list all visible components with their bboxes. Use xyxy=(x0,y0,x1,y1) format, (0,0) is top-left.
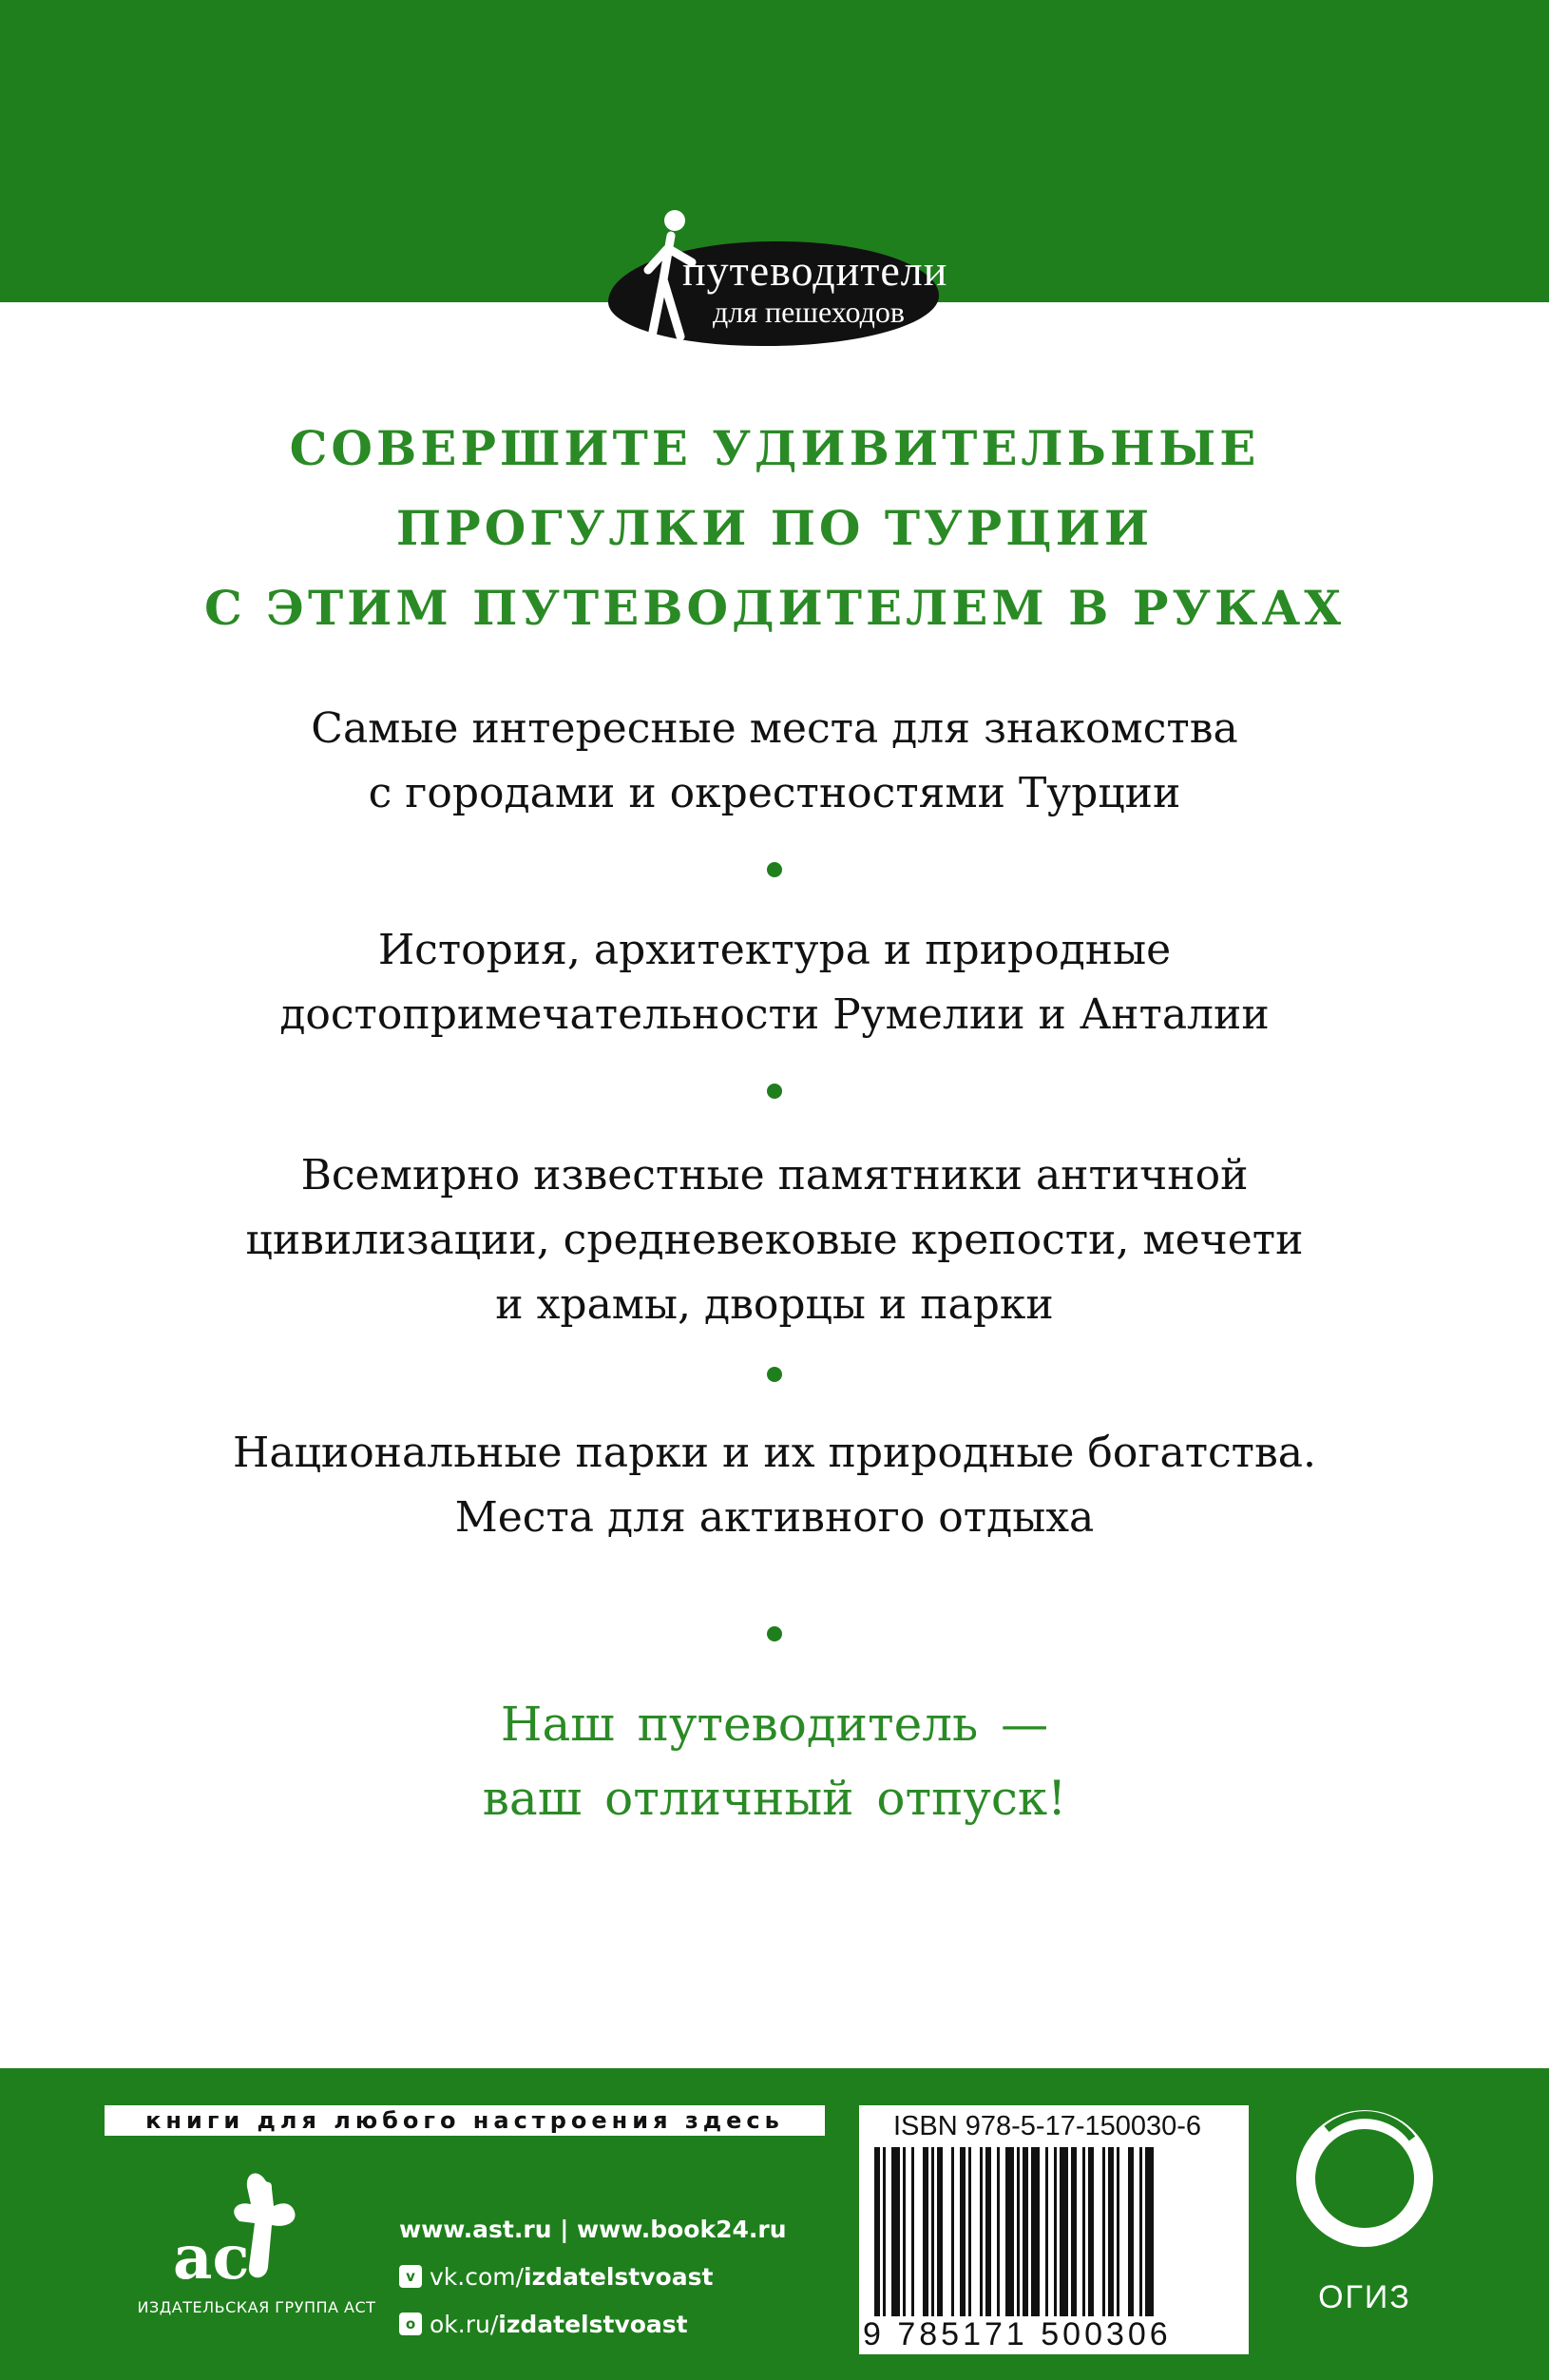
vk-icon: v xyxy=(399,2265,422,2288)
ok-icon: o xyxy=(399,2313,422,2335)
bullet-dot xyxy=(767,1626,782,1641)
feature-4 xyxy=(0,1421,1549,1550)
series-logo xyxy=(608,203,948,346)
bullet-dot xyxy=(767,862,782,877)
feature-line: Места для активного отдыха xyxy=(454,1493,1095,1542)
bullet-dot xyxy=(767,1084,782,1099)
imprint-name: ОГИЗ xyxy=(1318,2279,1411,2315)
headline-line: СОВЕРШИТЕ УДИВИТЕЛЬНЫЕ xyxy=(289,420,1260,476)
feature-line: Самые интересные места для знакомства xyxy=(311,704,1238,753)
headline-line: ПРОГУЛКИ ПО ТУРЦИИ xyxy=(395,500,1154,556)
publisher-links xyxy=(399,2205,787,2348)
feature-line: с городами и окрестностями Турции xyxy=(368,769,1181,817)
feature-line: История, архитектура и природные xyxy=(377,926,1172,974)
ok-handle: izdatelstvoast xyxy=(498,2310,688,2338)
feature-3 xyxy=(0,1143,1549,1337)
feature-1 xyxy=(0,697,1549,826)
slogan-bar: книги для любого настроения здесь xyxy=(105,2105,825,2136)
tagline-line: ваш отличный отпуск! xyxy=(482,1771,1067,1826)
barcode-bars xyxy=(874,2147,1235,2316)
bullet-dot xyxy=(767,1367,782,1382)
svg-text:ac: ac xyxy=(173,2222,250,2294)
headline-line: С ЭТИМ ПУТЕВОДИТЕЛЕМ В РУКАХ xyxy=(203,580,1346,636)
ok-link[interactable] xyxy=(399,2300,787,2348)
feature-2 xyxy=(0,918,1549,1047)
ok-prefix: ok.ru/ xyxy=(430,2310,499,2338)
vk-handle: izdatelstvoast xyxy=(524,2262,714,2291)
feature-line: Национальные парки и их природные богатства. xyxy=(232,1429,1317,1477)
headline xyxy=(0,409,1549,648)
ean-digits: 9 785171 500306 xyxy=(863,2316,1172,2352)
tagline xyxy=(0,1687,1549,1835)
publisher-caption: ИЗДАТЕЛЬСКАЯ ГРУППА АСТ xyxy=(137,2298,376,2316)
feature-line: и храмы, дворцы и парки xyxy=(495,1280,1054,1329)
barcode xyxy=(859,2105,1249,2354)
feature-line: достопримечательности Румелии и Анталии xyxy=(279,990,1270,1039)
ast-logo xyxy=(152,2162,342,2295)
ogiz-logo xyxy=(1289,2101,1441,2262)
websites-link[interactable]: www.ast.ru | www.book24.ru xyxy=(399,2215,787,2243)
vk-prefix: vk.com/ xyxy=(430,2262,525,2291)
series-name: путеводители xyxy=(682,246,948,295)
isbn-text: ISBN 978-5-17-150030-6 xyxy=(893,2111,1202,2141)
tagline-line: Наш путеводитель — xyxy=(500,1697,1049,1752)
feature-line: цивилизации, средневековые крепости, мечети xyxy=(245,1216,1304,1264)
vk-link[interactable] xyxy=(399,2253,787,2300)
feature-line: Всемирно известные памятники античной xyxy=(300,1151,1249,1200)
series-subtitle: для пешеходов xyxy=(713,295,905,329)
